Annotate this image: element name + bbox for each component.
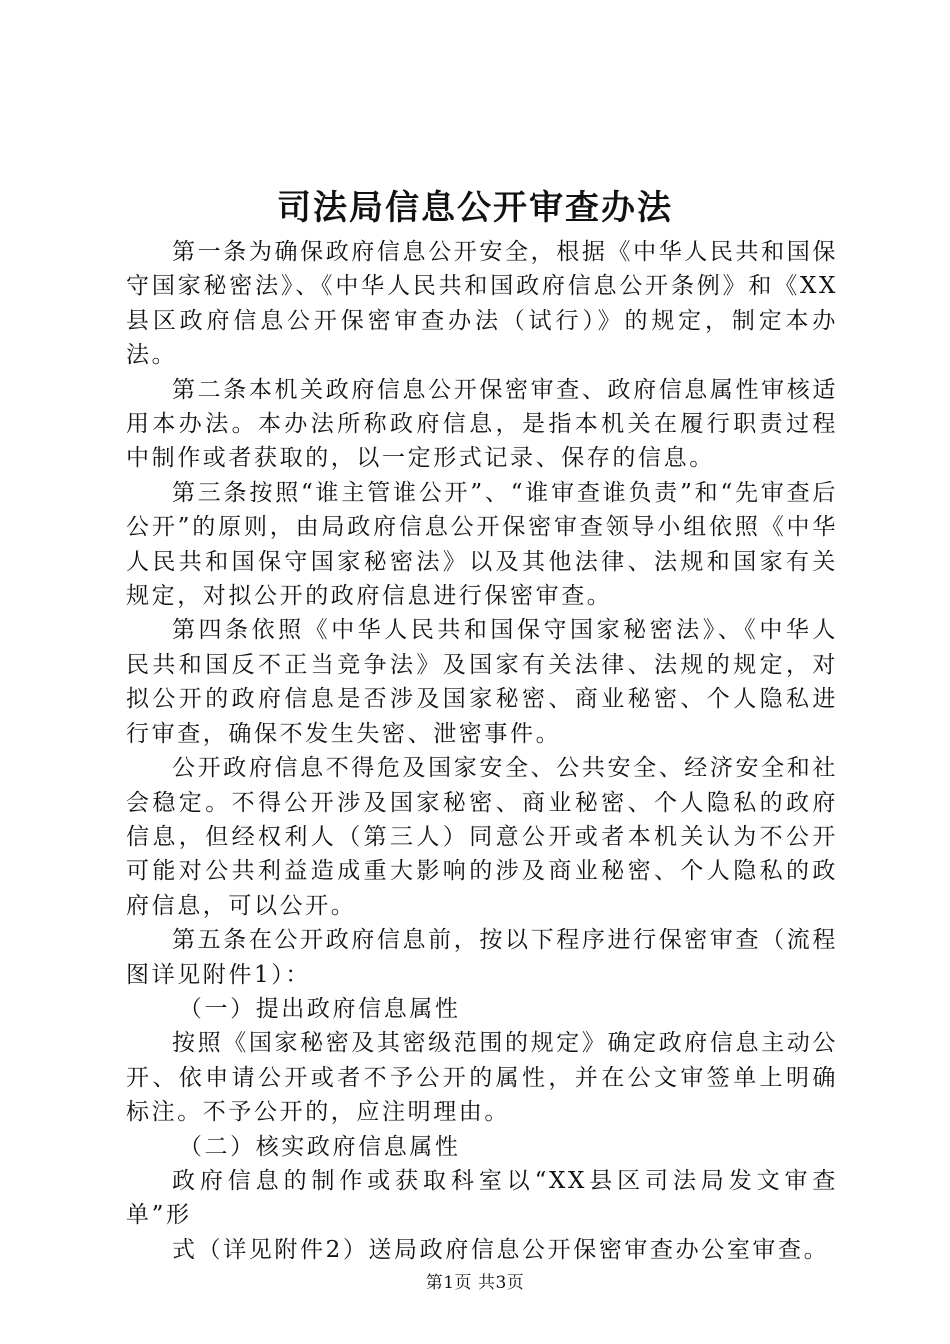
step-2-continuation: 式（详见附件2）送局政府信息公开保密审查办公室审查。 xyxy=(172,1236,830,1263)
step-2-heading: （二）核实政府信息属性 xyxy=(178,1133,461,1160)
step-2-paragraph: 政府信息的制作或获取科室以“XX县区司法局发文审查单”形 xyxy=(126,1167,838,1229)
step-1-paragraph: 按照《国家秘密及其密级范围的规定》确定政府信息主动公开、依申请公开或者不予公开的属性，并在公文审签单上明确标注。不予公开的，应注明理由。 xyxy=(126,1030,838,1126)
document-body xyxy=(126,235,838,1267)
step-1-heading: （一）提出政府信息属性 xyxy=(178,995,461,1022)
article-4-paragraph: 第四条依照《中华人民共和国保守国家秘密法》、《中华人民共和国反不正当竞争法》及国家有关法律、法规的规定，对拟公开的政府信息是否涉及国家秘密、商业秘密、个人隐私进行审查，确保不发生失密、泄密事件。 xyxy=(126,617,838,747)
article-3-paragraph: 第三条按照“谁主管谁公开”、“谁审查谁负责”和“先审查后公开”的原则，由局政府信息公开保密审查领导小组依照《中华人民共和国保守国家秘密法》以及其他法律、法规和国家有关规定，对拟公开的政府信息进行保密审查。 xyxy=(126,479,838,610)
page-footer: 第1页 共3页 xyxy=(425,1273,525,1293)
disclosure-restriction-paragraph: 公开政府信息不得危及国家安全、公共安全、经济安全和社会稳定。不得公开涉及国家秘密、商业秘密、个人隐私的政府信息，但经权利人（第三人）同意公开或者本机关认为不公开可能对公共利益造成重大影响的涉及商业秘密、个人隐私的政府信息，可以公开。 xyxy=(126,755,838,919)
article-1-paragraph: 第一条为确保政府信息公开安全，根据《中华人民共和国保守国家秘密法》、《中华人民共和国政府信息公开条例》和《XX县区政府信息公开保密审查办法（试行）》的规定，制定本办法。 xyxy=(126,239,838,369)
document-title: 司法局信息公开审查办法 xyxy=(277,188,673,228)
article-2-paragraph: 第二条本机关政府信息公开保密审查、政府信息属性审核适用本办法。本办法所称政府信息，是指本机关在履行职责过程中制作或者获取的，以一定形式记录、保存的信息。 xyxy=(126,376,838,472)
article-5-paragraph: 第五条在公开政府信息前，按以下程序进行保密审查（流程图详见附件1）： xyxy=(126,927,838,988)
